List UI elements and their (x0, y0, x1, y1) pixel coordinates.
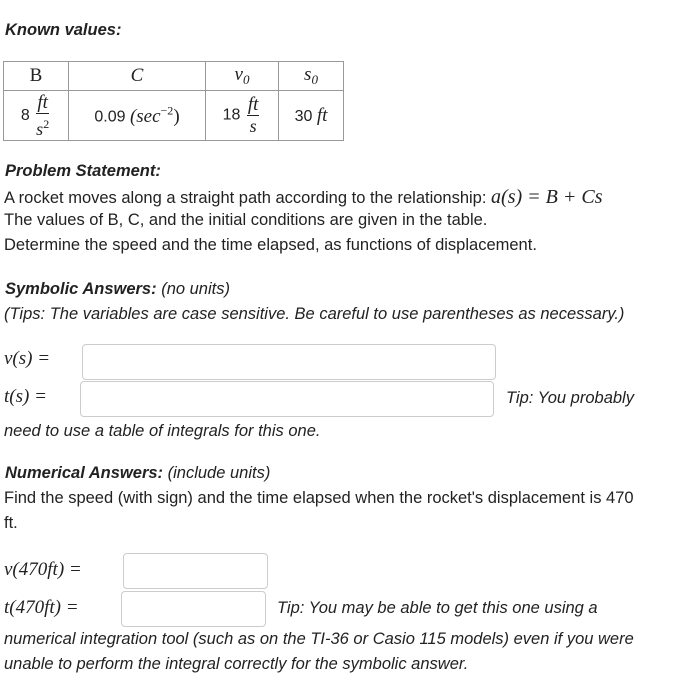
v-470-label: v(470ft) = (4, 559, 82, 580)
t-s-input[interactable] (80, 381, 494, 417)
table-value-row (4, 91, 344, 141)
symbolic-tip: Tip: You probably (506, 389, 634, 407)
known-values-table (3, 61, 344, 141)
v-470-input[interactable] (123, 553, 268, 589)
symbolic-tip-continued: need to use a table of integrals for this one. (4, 422, 321, 440)
symbolic-heading: Symbolic Answers: (no units) (5, 280, 230, 298)
table-header-row (4, 62, 344, 91)
header-v0: $v_0$ (206, 62, 279, 91)
numerical-tip-line-2: numerical integration tool (such as on the TI-36 or Casio 115 models) even if you were (4, 630, 634, 648)
problem-line-3: Determine the speed and the time elapsed, as functions of displacement. (4, 236, 537, 254)
t-470-input[interactable] (121, 591, 266, 627)
numerical-line-1: Find the speed (with sign) and the time elapsed when the rocket's displacement is 470 (4, 489, 634, 507)
cell-c: 0.09 $(\sec^{-2})$ (69, 91, 206, 141)
numerical-heading: Numerical Answers: (include units) (5, 464, 271, 482)
header-b: B (4, 62, 69, 91)
numerical-tip-line-3: unable to perform the integral correctly for the symbolic answer. (4, 655, 469, 673)
problem-line-1: A rocket moves along a straight path according to the relationship: a(s) = B + Cs (4, 186, 603, 208)
known-values-heading: Known values: (5, 21, 122, 39)
v-s-label: v(s) = (4, 348, 51, 369)
acceleration-equation: a(s) = B + Cs (491, 186, 603, 208)
problem-line-2: The values of B, C, and the initial conditions are given in the table. (4, 211, 488, 229)
header-s0: $s_0$ (279, 62, 344, 91)
cell-v0: 18 $\frac{ft}{s}$ (206, 91, 279, 141)
symbolic-tips: (Tips: The variables are case sensitive. Be careful to use parentheses as necessary.) (4, 305, 625, 323)
b-unit-fraction: $\frac{ft}{s^2}$ (36, 91, 50, 139)
problem-heading: Problem Statement: (5, 162, 161, 180)
t-470-label: t(470ft) = (4, 597, 79, 618)
cell-b: 8 $\frac{ft}{s^2}$ (4, 91, 69, 141)
t-s-label: t(s) = (4, 386, 47, 407)
header-c: C (69, 62, 206, 91)
numerical-line-1-cont: ft. (4, 514, 18, 532)
v0-unit-fraction: $\frac{ft}{s}$ (247, 94, 259, 136)
numerical-tip: Tip: You may be able to get this one using a (277, 599, 598, 617)
v-s-input[interactable] (82, 344, 496, 380)
cell-s0: 30 ft (279, 91, 344, 141)
